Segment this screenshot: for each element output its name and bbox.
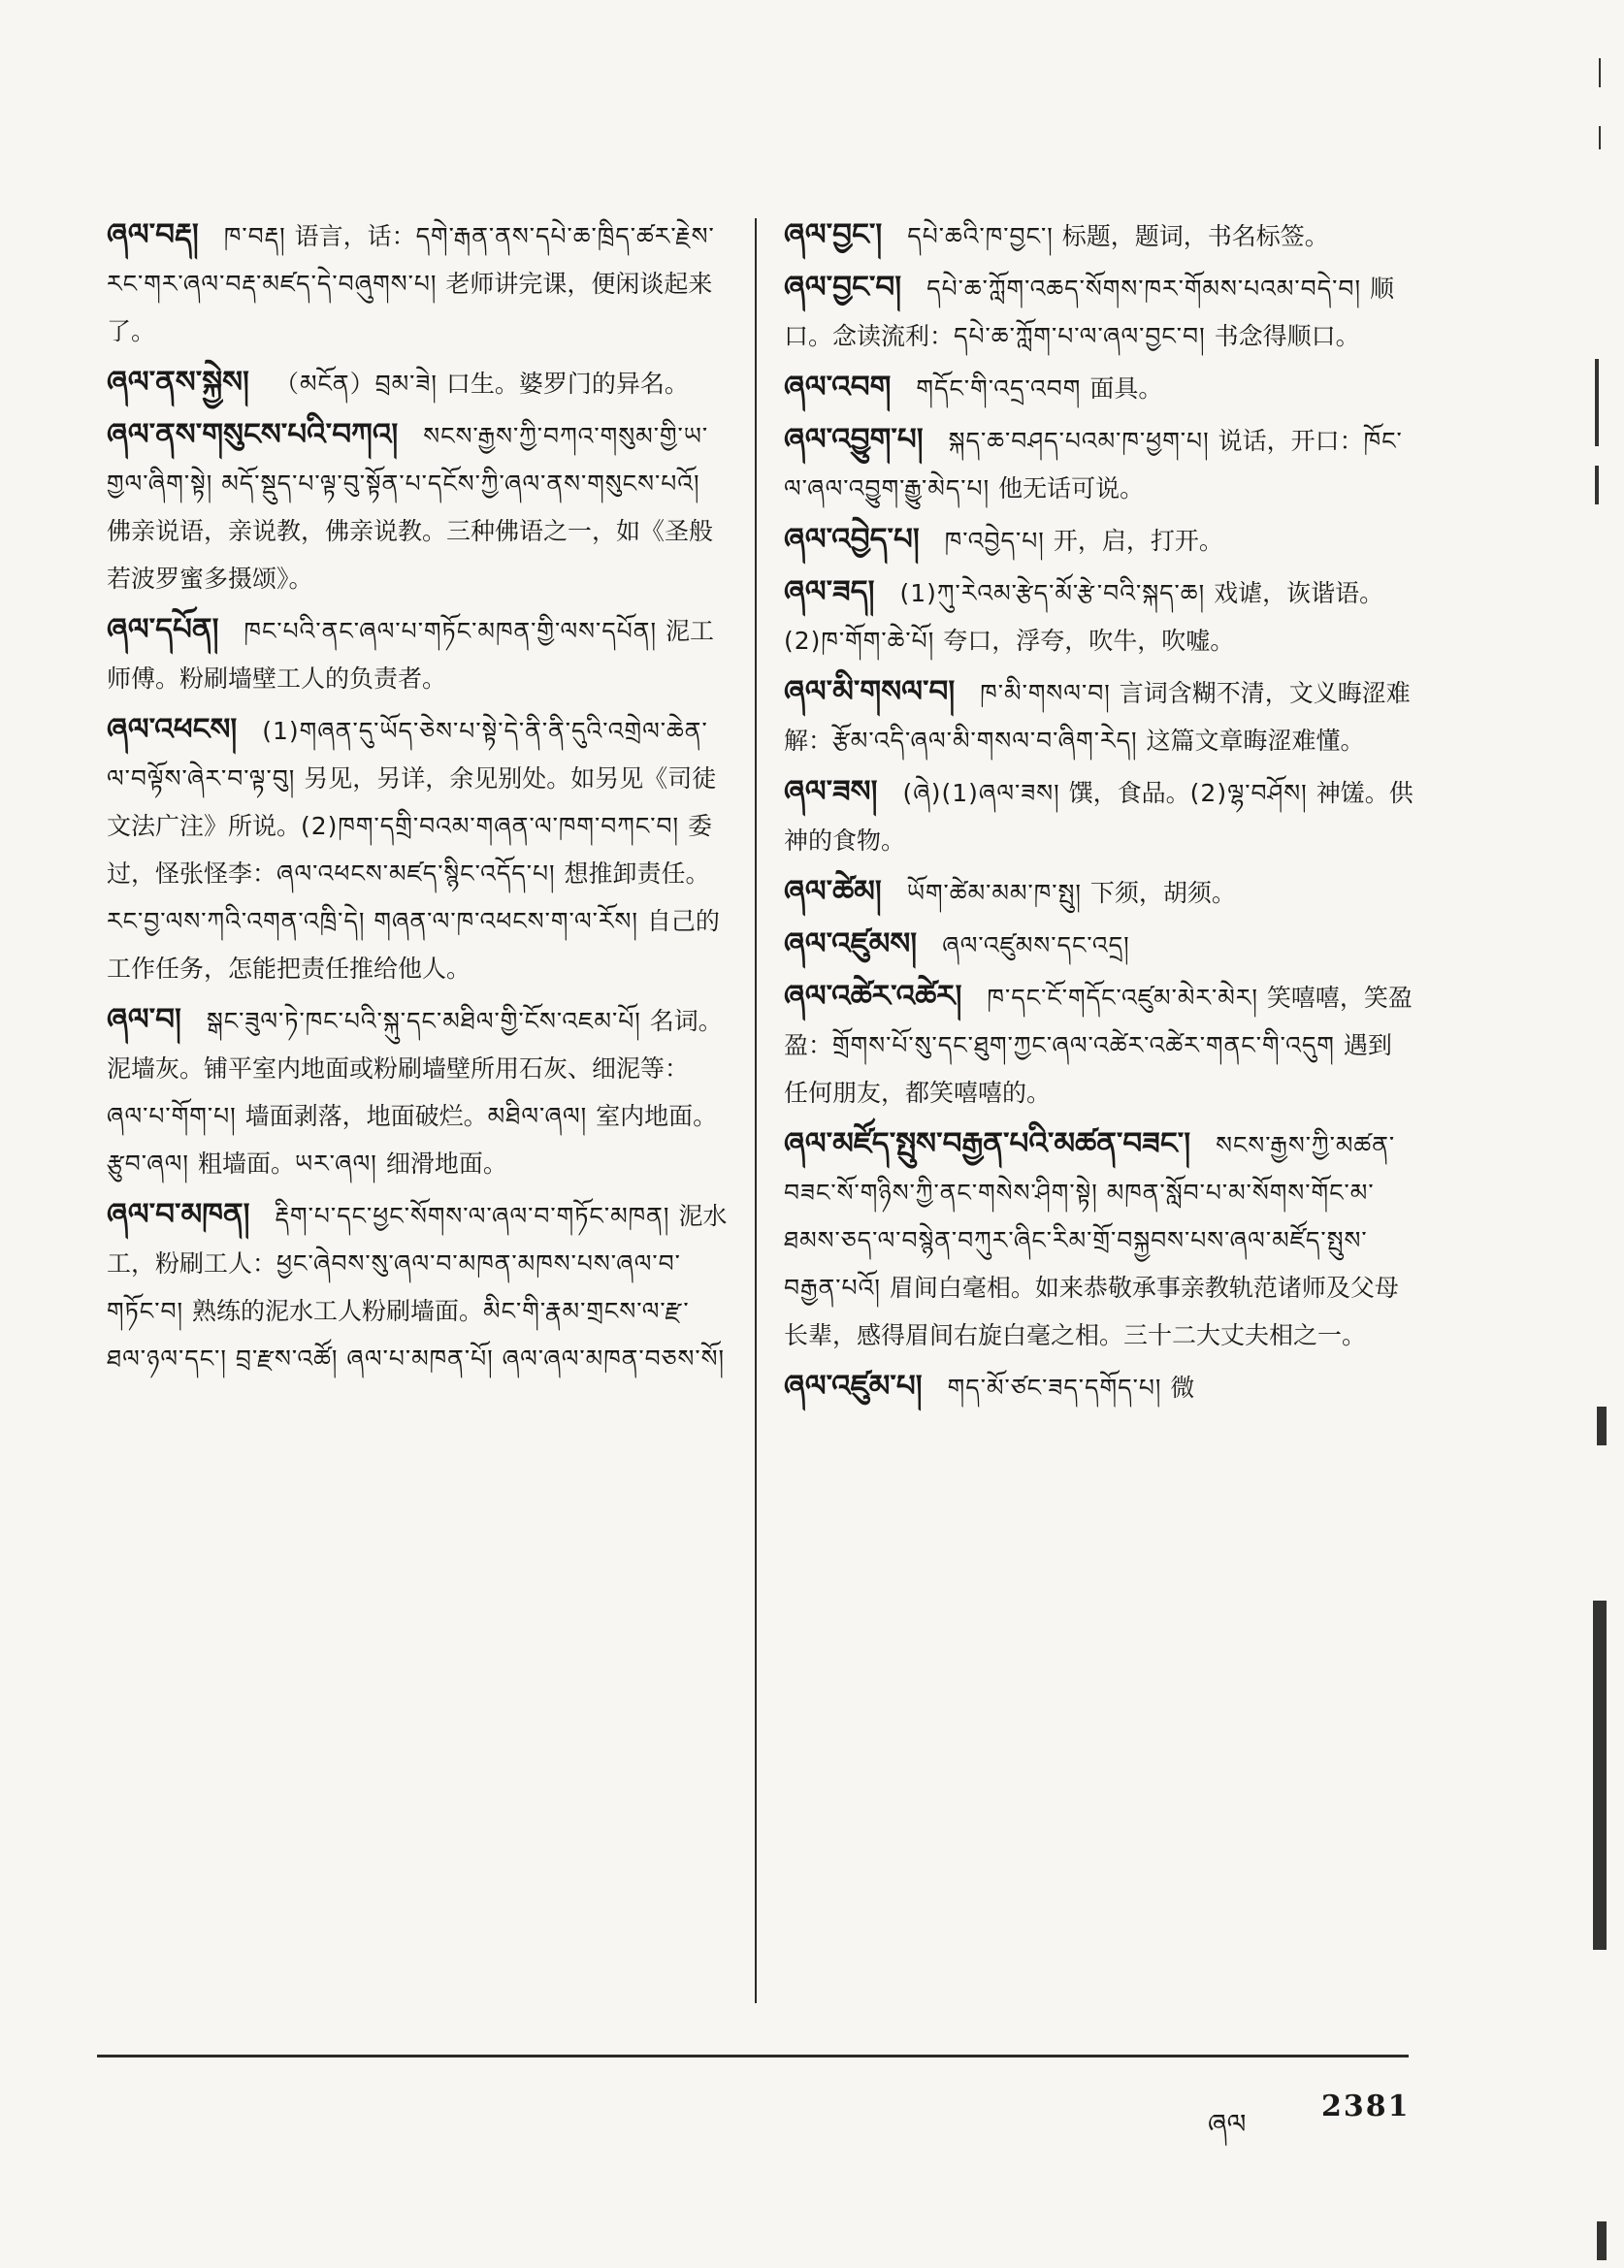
column-divider [755, 218, 757, 2003]
entry-headword: ཞལ་མཛོད་སྤུས་བརྒྱན་པའི་མཚན་བཟང་། [784, 1126, 1191, 1161]
tibetan-definition: དཔེ་ཆའི་ཁ་བྱང་། [907, 222, 1062, 250]
chinese-definition: 馔，食品。 [1068, 779, 1190, 807]
tibetan-definition: (1)ཀུ་རེའམ་རྩེད་མོ་རྩེ་བའི་སྐད་ཆ། [899, 579, 1215, 607]
entry-headword: ཞལ་ནས་སྐྱེས། [107, 365, 249, 400]
entry-headword: ཞལ་འབྱུག་པ། [784, 422, 924, 457]
chinese-definition: 语言，话： [294, 222, 416, 250]
dictionary-entry [784, 868, 1414, 917]
tibetan-definition: ཞལ་འཕངས་མཛད་སྙིང་འདོད་པ། [276, 859, 565, 888]
dictionary-entry [784, 1363, 1414, 1411]
entry-headword: ཞལ་ནས་གསུངས་པའི་བཀའ། [107, 417, 399, 452]
chinese-definition: 名词。泥墙灰。铺平室内地面或粉刷墙壁所用石灰、细泥等： [107, 1007, 723, 1083]
chinese-definition: 粗墙面。 [197, 1150, 295, 1178]
chinese-definition: 泥水工，粉刷工人： [107, 1202, 728, 1278]
dictionary-entry [784, 921, 1414, 969]
chinese-definition: 夸口，浮夸，吹牛，吹嘘。 [943, 627, 1235, 655]
right-column [784, 211, 1414, 1415]
tibetan-definition: ཁ་འབྱེད་པ། [944, 527, 1054, 555]
dictionary-entry [784, 364, 1414, 412]
entry-headword: ཞལ་ཟས། [784, 774, 878, 809]
tibetan-definition: (1)གཞན་དུ་ཡོད་ཅེས་པ་སྟེ་དེ་ནི་ནི་དུའི་འགྲེལ་ཆེན་ལ་བལྟོས་ཞེར་བ་ལྟ་བུ། [107, 717, 708, 793]
tibetan-definition: སངས་རྒྱས་ཀྱི་བཀའ་གསུམ་གྱི་ཡ་གྱལ་ཞིག་སྟེ། མདོ་སྡུད་པ་ལྟ་བུ་སྟོན་པ་དངོས་ཀྱི་ཞལ་ནས་གསུངས་པའོ། [107, 422, 709, 498]
tibetan-definition: སྒང་ཟུལ་ཏེ་ཁང་པའི་སྐུ་དང་མཐིལ་གྱི་ངོས་འཇམ་པོ། [206, 1007, 650, 1035]
entry-headword: ཞལ་ཟད། [784, 574, 875, 609]
chinese-definition: 泥工师傅。粉刷墙壁工人的负责者。 [107, 617, 714, 693]
tibetan-definition: ཁོང་ལ་ཞལ་འབྱུག་རྒྱུ་མེད་པ། [784, 427, 1403, 502]
chinese-definition: 下须，胡须。 [1089, 879, 1236, 907]
tibetan-definition: མིང་གི་རྣམ་གྲངས་ལ་རྫ་ཐལ་ཉལ་དང་། བྲ་རྫས་འཚོ། ཞལ་པ་མཁན་པོ། ཞལ་ཞལ་མཁན་བཅས་སོ། [107, 1297, 726, 1373]
dictionary-entry [107, 359, 728, 407]
chinese-definition: 开，启，打开。 [1053, 527, 1223, 555]
tibetan-definition: ཁ་མི་གསལ་བ། [980, 679, 1120, 707]
chinese-definition: 遇到任何朋友，都笑嘻嘻的。 [784, 1031, 1392, 1107]
chinese-definition: 细滑地面。 [385, 1150, 507, 1178]
dictionary-entry [784, 973, 1414, 1117]
tibetan-definition: ཁ་བརྡ། [223, 222, 295, 250]
dictionary-entry [107, 996, 728, 1187]
chinese-definition: 书念得顺口。 [1214, 322, 1360, 350]
chinese-definition: 标题，题词，书名标签。 [1061, 222, 1329, 250]
dictionary-entry [784, 668, 1414, 764]
entry-headword: ཞལ་བརྡ། [107, 217, 199, 252]
entry-headword: ཞལ་དཔོན། [107, 612, 219, 647]
dictionary-entry [784, 516, 1414, 565]
tibetan-definition: ཞལ་པ་གོག་པ། [107, 1102, 245, 1130]
tibetan-definition: (2)ཁ་གོག་ཆེ་པོ། [784, 627, 944, 655]
dictionary-entry [107, 211, 728, 355]
tibetan-definition: ཞལ་འཛུམས་དང་འདྲ། [942, 931, 1130, 959]
tibetan-definition: (2)ཁག་དགྲི་བའམ་གཞན་ལ་ཁག་བཀང་བ། [301, 812, 689, 840]
entry-headword: ཞལ་འཕངས། [107, 712, 238, 747]
tibetan-definition: དཔེ་ཆ་ཀློག་པ་ལ་ཞལ་བྱང་བ། [954, 322, 1215, 350]
chinese-definition: 室内地面。 [596, 1102, 718, 1130]
tibetan-definition: ཡོག་ཚེམ་མམ་ཁ་སྤུ། [906, 879, 1090, 907]
dictionary-entry [784, 568, 1414, 664]
chinese-definition: 自己的工作任务，怎能把责任推给他人。 [107, 907, 720, 983]
entry-headword: ཞལ་འཛུམས། [784, 926, 918, 961]
entry-headword: ཞལ་བྱང་བ། [784, 270, 902, 305]
tibetan-definition: སྐད་ཆ་བཤད་པའམ་ཁ་ཕྱག་པ། [948, 427, 1218, 455]
tibetan-definition: རང་བྱ་ལས་ཀའི་འགན་འཁྲི་དེ། གཞན་ལ་ཁ་འཕངས་ག་ལ་རོས། [107, 907, 647, 935]
tibetan-definition: ཡར་ཞལ། [294, 1150, 386, 1178]
tibetan-definition: ཕྱང་ཞེབས་སུ་ཞལ་བ་མཁན་མཁས་པས་ཞལ་བ་གཏོང་བ། [107, 1249, 681, 1325]
chinese-definition: 这篇文章晦涩难懂。 [1146, 727, 1365, 755]
dictionary-entry [784, 1120, 1414, 1359]
tibetan-definition: (2)ལྷ་བཤོས། [1189, 779, 1316, 807]
chinese-definition: 委过，怪张怪李： [107, 812, 713, 888]
entry-headword: ཞལ་བ་མཁན། [107, 1197, 250, 1232]
chinese-definition: 微 [1170, 1374, 1195, 1402]
entry-headword: ཞལ་བ། [107, 1002, 181, 1037]
chinese-definition: 老师讲完课，便闲谈起来了。 [107, 270, 713, 345]
tibetan-definition: ཁང་པའི་ནང་ཞལ་པ་གཏོང་མཁན་གྱི་ལས་དཔོན། [244, 617, 666, 645]
chinese-definition: 佛亲说语，亲说教，佛亲说教。三种佛语之一，如《圣般若波罗蜜多摄颂》。 [107, 517, 714, 593]
tibetan-definition: རྡིག་པ་དང་ཕྱང་སོགས་ལ་ཞལ་བ་གཏོང་མཁན། [275, 1202, 679, 1230]
scan-edge-mark [1597, 1407, 1607, 1445]
dictionary-entry [107, 606, 728, 702]
chinese-definition: 戏谑，诙谐语。 [1214, 579, 1384, 607]
chinese-definition: 言词含糊不清，文义晦涩难解： [784, 679, 1411, 755]
tibetan-definition: (ཞེ)(1)ཞལ་ཟས། [902, 779, 1069, 807]
chinese-definition: 眉间白毫相。如来恭敬承事亲教轨范诸师及父母长辈，感得眉间右旋白毫之相。三十二大丈夫相之一。 [784, 1274, 1399, 1349]
entry-headword: ཞལ་འབག [784, 370, 892, 405]
dictionary-entry [107, 706, 728, 992]
tibetan-definition: ཁ་དང་ངོ་གདོང་འཛུམ་མེར་མེར། [987, 984, 1267, 1012]
entry-headword: ཞལ་བྱང་། [784, 217, 883, 252]
tibetan-definition: གད་མོ་ཙང་ཟད་དགོད་པ། [947, 1374, 1171, 1402]
scan-edge-mark [1593, 1601, 1607, 1950]
scan-edge-mark [1597, 2221, 1607, 2260]
tibetan-definition: （མངོན）བྲམ་ཟེ། [274, 370, 446, 398]
chinese-definition: 另见，另详，余见别处。如另见《司徒文法广注》所说。 [107, 764, 717, 840]
dictionary-entry [107, 1191, 728, 1382]
tibetan-definition: གདོང་གི་འདྲ་འབག [916, 374, 1090, 403]
scan-edge-mark [1599, 126, 1601, 149]
chinese-definition: 神馐。供神的食物。 [784, 779, 1413, 855]
tibetan-definition: སངས་རྒྱས་ཀྱི་མཚན་བཟང་སོ་གཉིས་ཀྱི་ནང་གསེས་ཤིག་སྟེ། མཁན་སློབ་པ་མ་སོགས་གོང་མ་ཐམས་ཅད་ལ་བསྙེན་བཀུར་ཞིང་རིམ་གྲོ་བསྐྱབས་པས་ཞལ་མཛོད་སྤུས་བརྒྱན་པའོ། [784, 1131, 1396, 1302]
dictionary-entry [784, 768, 1414, 864]
tibetan-definition: རྩུབ་ཞལ། [107, 1150, 198, 1178]
chinese-definition: 口生。婆罗门的异名。 [445, 370, 689, 398]
entry-headword: ཞལ་མི་གསལ་བ། [784, 674, 956, 709]
dictionary-entry [784, 264, 1414, 360]
page-number: 2381 [1321, 2090, 1411, 2123]
dictionary-entry [784, 211, 1414, 260]
entry-headword: ཞལ་ཚེམ། [784, 874, 882, 909]
dictionary-entry [784, 416, 1414, 512]
tibetan-definition: དགེ་རྒན་ནས་དཔེ་ཆ་ཁྲིད་ཚར་རྗེས་རང་གར་ཞལ་བརྡ་མཛད་དེ་བཞུགས་པ། [107, 222, 715, 298]
scan-edge-mark [1595, 466, 1599, 504]
entry-headword: ཞལ་འཚེར་འཚེར། [784, 979, 962, 1014]
chinese-definition: 笑嘻嘻，笑盈盈： [784, 984, 1413, 1059]
scan-edge-mark [1599, 58, 1601, 87]
dictionary-entry [107, 411, 728, 602]
chinese-definition: 他无话可说。 [998, 474, 1145, 502]
left-column [107, 211, 728, 1386]
chinese-definition: 说话，开口： [1218, 427, 1364, 455]
scan-edge-mark [1595, 359, 1599, 446]
tibetan-definition: དཔེ་ཆ་ཀློག་འཆད་སོགས་ཁར་གོམས་པའམ་བདེ་བ། [926, 275, 1370, 303]
footer-rule [97, 2055, 1409, 2057]
tibetan-definition: རྩོམ་འདི་ཞལ་མི་གསལ་བ་ཞིག་རེད། [832, 727, 1147, 755]
footer-section-tag: ཞལ [1208, 2108, 1247, 2140]
chinese-definition: 面具。 [1089, 374, 1163, 403]
entry-headword: ཞལ་འཛུམ་པ། [784, 1369, 923, 1404]
chinese-definition: 熟练的泥水工人粉刷墙面。 [192, 1297, 484, 1325]
chinese-definition: 墙面剥落，地面破烂。 [244, 1102, 488, 1130]
chinese-definition: 想推卸责任。 [564, 859, 710, 888]
tibetan-definition: གྲོགས་པོ་སུ་དང་ཐུག་ཀྱང་ཞལ་འཚེར་འཚེར་གནང་གི་འདུག [832, 1031, 1344, 1059]
tibetan-definition: མཐིལ་ཞལ། [487, 1102, 597, 1130]
entry-headword: ཞལ་འབྱེད་པ། [784, 522, 920, 557]
chinese-definition: 顺口。念读流利： [784, 275, 1394, 350]
